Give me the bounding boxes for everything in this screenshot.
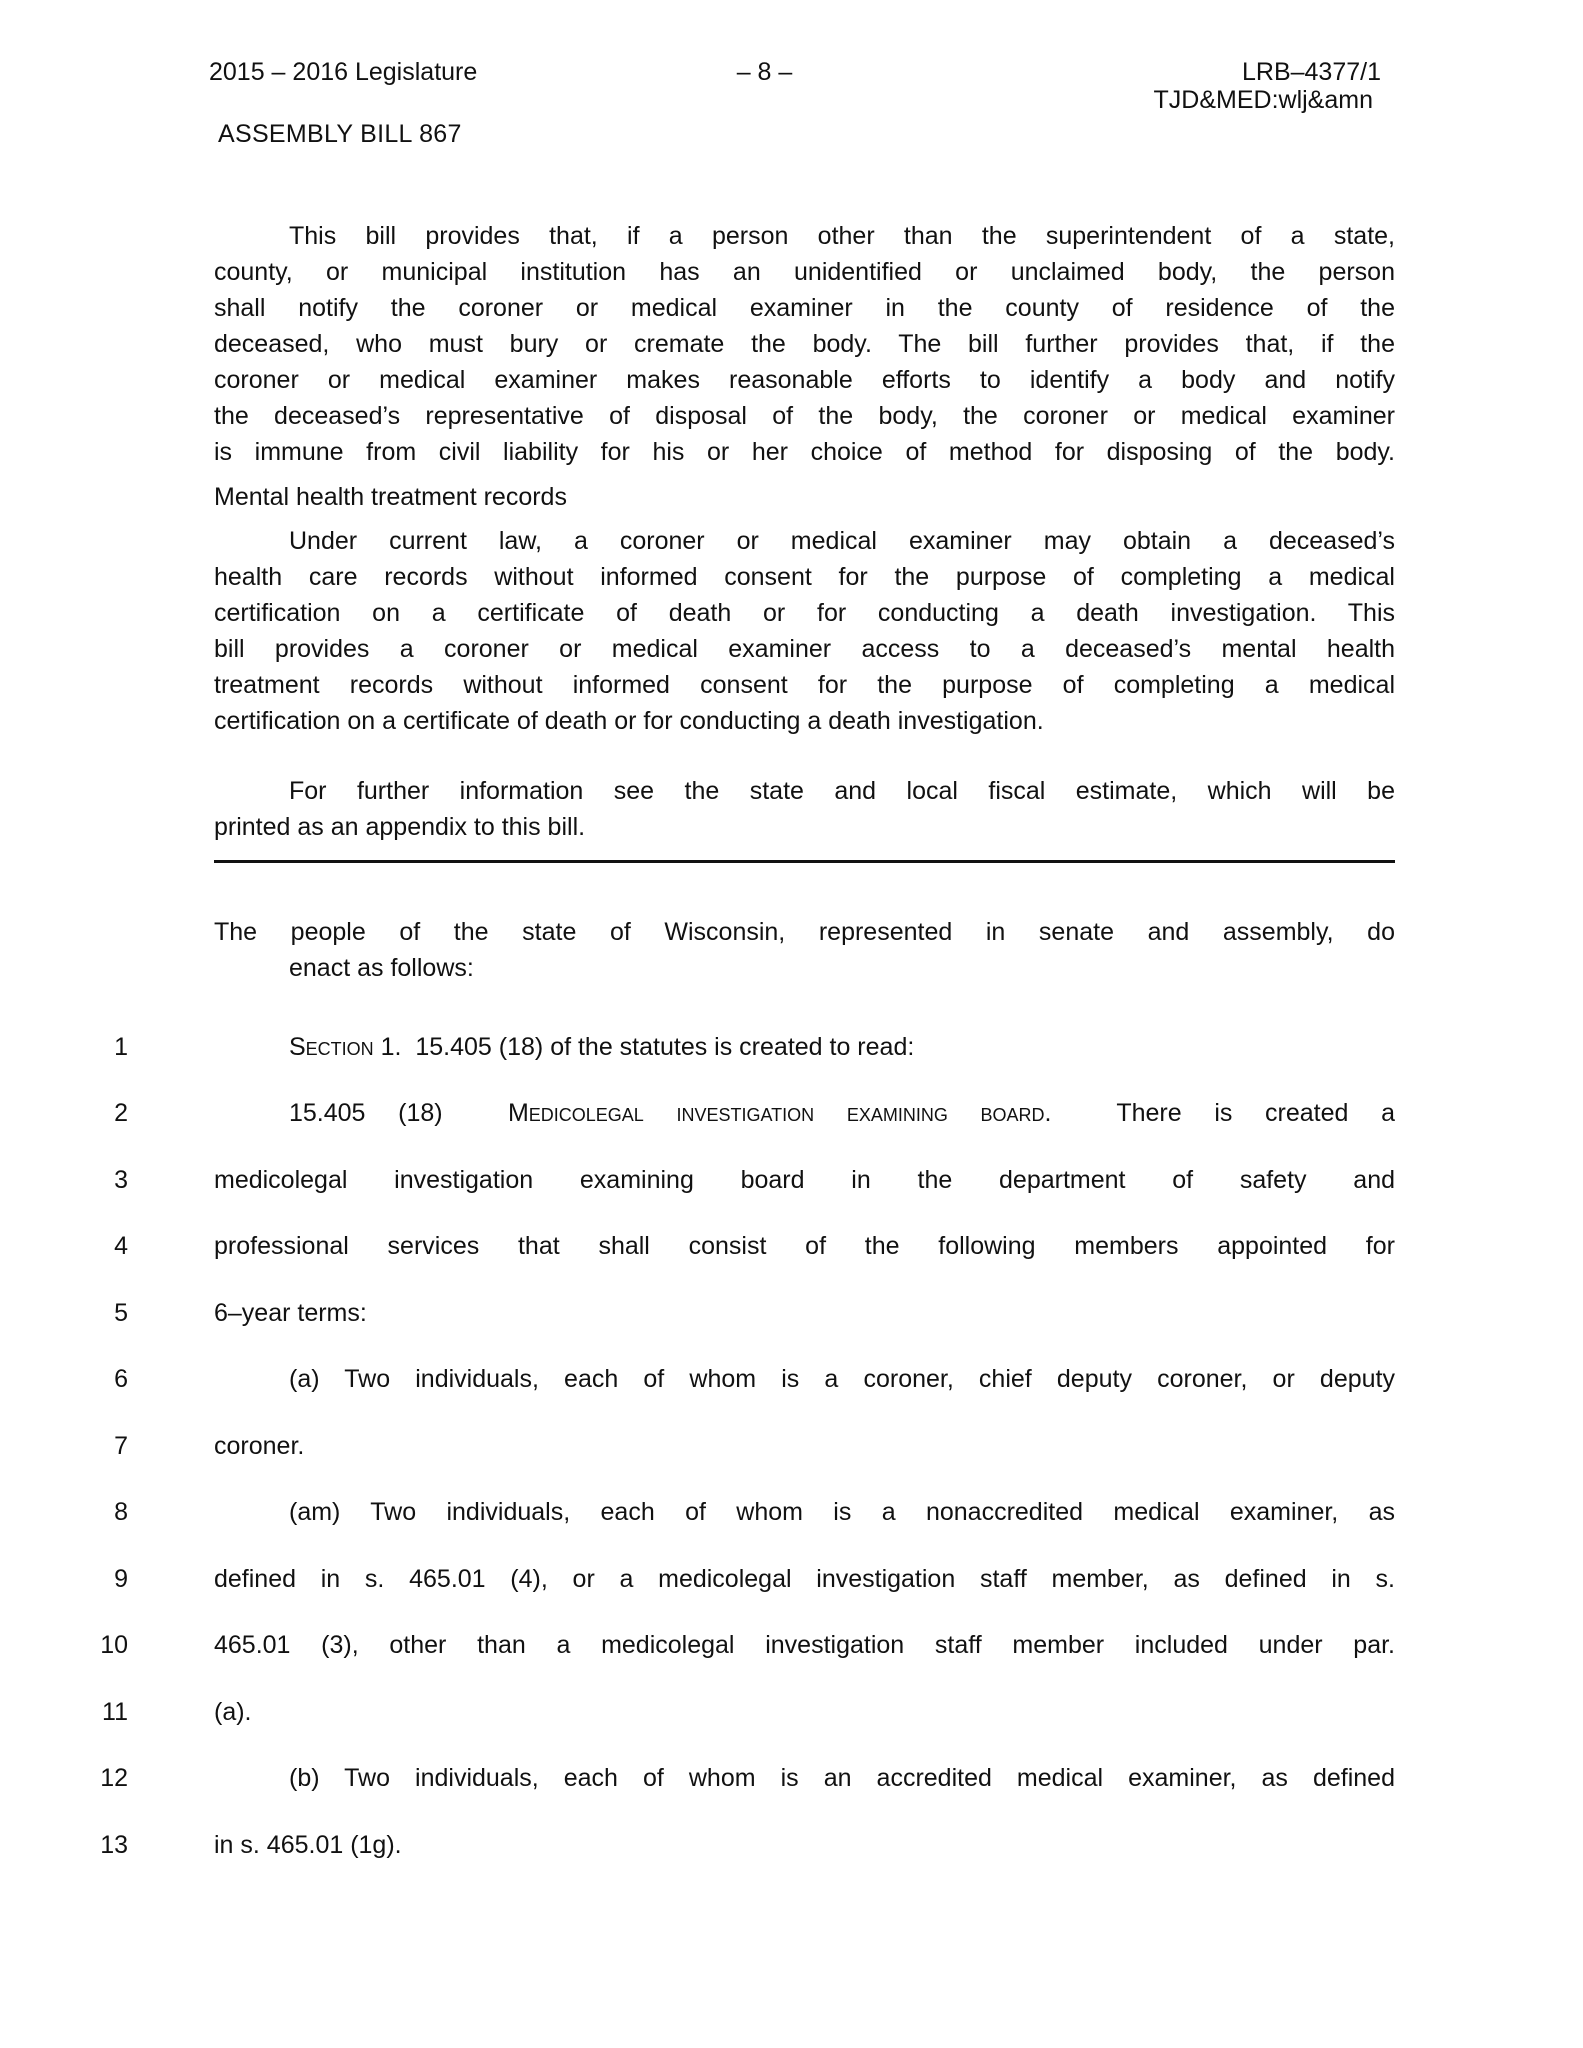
numbered-line [0, 1758, 1583, 1798]
text-line: the deceased’s representative of disposal of the body, the coroner or medical examiner [214, 402, 1395, 430]
statute-text: There is created a [1051, 1099, 1395, 1127]
line-number: 3 [114, 1166, 128, 1194]
line-text: (a). [214, 1698, 252, 1726]
text-line: certification on a certificate of death or for conducting a death investigation. [214, 707, 1044, 735]
line-text: (b) Two individuals, each of whom is an accredited medical examiner, as defined [289, 1764, 1395, 1792]
enacting-clause [214, 914, 1395, 986]
line-text: medicolegal investigation examining board in the department of safety and [214, 1166, 1395, 1194]
analysis-paragraph-2 [214, 523, 1395, 739]
line-number: 10 [100, 1631, 128, 1659]
section-heading-mental-health: Mental health treatment records [214, 483, 567, 511]
line-number: 7 [114, 1432, 128, 1460]
numbered-line [0, 1825, 1583, 1865]
line-number: 1 [114, 1033, 128, 1061]
numbered-line [0, 1426, 1583, 1466]
line-number: 5 [114, 1299, 128, 1327]
numbered-line [0, 1226, 1583, 1266]
lrb-number: LRB–4377/1 [1241, 58, 1381, 86]
text-line: certification on a certificate of death or for conducting a death investigation. This [214, 599, 1395, 627]
bill-title: ASSEMBLY BILL 867 [218, 120, 462, 148]
numbered-line [0, 1160, 1583, 1200]
line-text [214, 1027, 1395, 1067]
section-text: 15.405 (18) of the statutes is created to read: [401, 1033, 915, 1061]
numbered-line [0, 1559, 1583, 1599]
legislature-session: 2015 – 2016 Legislature [209, 58, 478, 86]
fiscal-note [214, 773, 1395, 845]
statute-number: 15.405 (18) [289, 1099, 508, 1127]
line-text: coroner. [214, 1432, 305, 1460]
text-line: coroner or medical examiner makes reasonable efforts to identify a body and notify [214, 366, 1395, 394]
page-number-text: – 8 – [736, 58, 793, 86]
numbered-line [0, 1359, 1583, 1399]
line-text: (am) Two individuals, each of whom is a nonaccredited medical examiner, as [289, 1498, 1395, 1526]
line-text: professional services that shall consist of the following members appointed for [214, 1232, 1395, 1260]
analysis-paragraph-1 [214, 218, 1395, 470]
line-text: defined in s. 465.01 (4), or a medicolegal investigation staff member, as defined in s. [214, 1565, 1395, 1593]
text-line: is immune from civil liability for his or her choice of method for disposing of the body. [214, 438, 1395, 466]
section-label: Section 1. [289, 1033, 402, 1061]
text-line: Under current law, a coroner or medical examiner may obtain a deceased’s [289, 527, 1395, 555]
text-line: health care records without informed consent for the purpose of completing a medical [214, 563, 1395, 591]
analysis-divider [214, 860, 1395, 863]
line-number: 2 [114, 1099, 128, 1127]
text-line: bill provides a coroner or medical examiner access to a deceased’s mental health [214, 635, 1395, 663]
text-line: printed as an appendix to this bill. [214, 813, 586, 841]
statute-caption: Medicolegal investigation examining board. [507, 1099, 1052, 1127]
numbered-line [0, 1293, 1583, 1333]
text-line: treatment records without informed consent for the purpose of completing a medical [214, 671, 1395, 699]
line-number: 8 [114, 1498, 128, 1526]
text-line: This bill provides that, if a person other than the superintendent of a state, [289, 222, 1395, 250]
drafter-code: TJD&MED:wlj&amn [1153, 86, 1373, 114]
numbered-line [0, 1625, 1583, 1665]
numbered-line [0, 1492, 1583, 1532]
text-line: For further information see the state and local fiscal estimate, which will be [289, 777, 1395, 805]
numbered-line [0, 1692, 1583, 1732]
numbered-line [0, 1093, 1583, 1133]
line-number: 13 [100, 1831, 128, 1859]
numbered-line [0, 1027, 1583, 1067]
line-text: 6–year terms: [214, 1299, 367, 1327]
line-text: (a) Two individuals, each of whom is a coroner, chief deputy coroner, or deputy [289, 1365, 1395, 1393]
text-line: The people of the state of Wisconsin, represented in senate and assembly, do [214, 918, 1395, 946]
line-text: in s. 465.01 (1g). [214, 1831, 402, 1859]
line-number: 11 [102, 1698, 128, 1726]
text-line: enact as follows: [289, 954, 474, 982]
line-number: 6 [114, 1365, 128, 1393]
text-line: deceased, who must bury or cremate the body. The bill further provides that, if the [214, 330, 1395, 358]
line-number: 9 [114, 1565, 128, 1593]
line-number: 12 [100, 1764, 128, 1792]
text-line: shall notify the coroner or medical examiner in the county of residence of the [214, 294, 1395, 322]
line-text: 465.01 (3), other than a medicolegal investigation staff member included under par. [214, 1631, 1395, 1659]
line-text [214, 1093, 1395, 1133]
line-number: 4 [114, 1232, 128, 1260]
text-line: county, or municipal institution has an unidentified or unclaimed body, the person [214, 258, 1395, 286]
